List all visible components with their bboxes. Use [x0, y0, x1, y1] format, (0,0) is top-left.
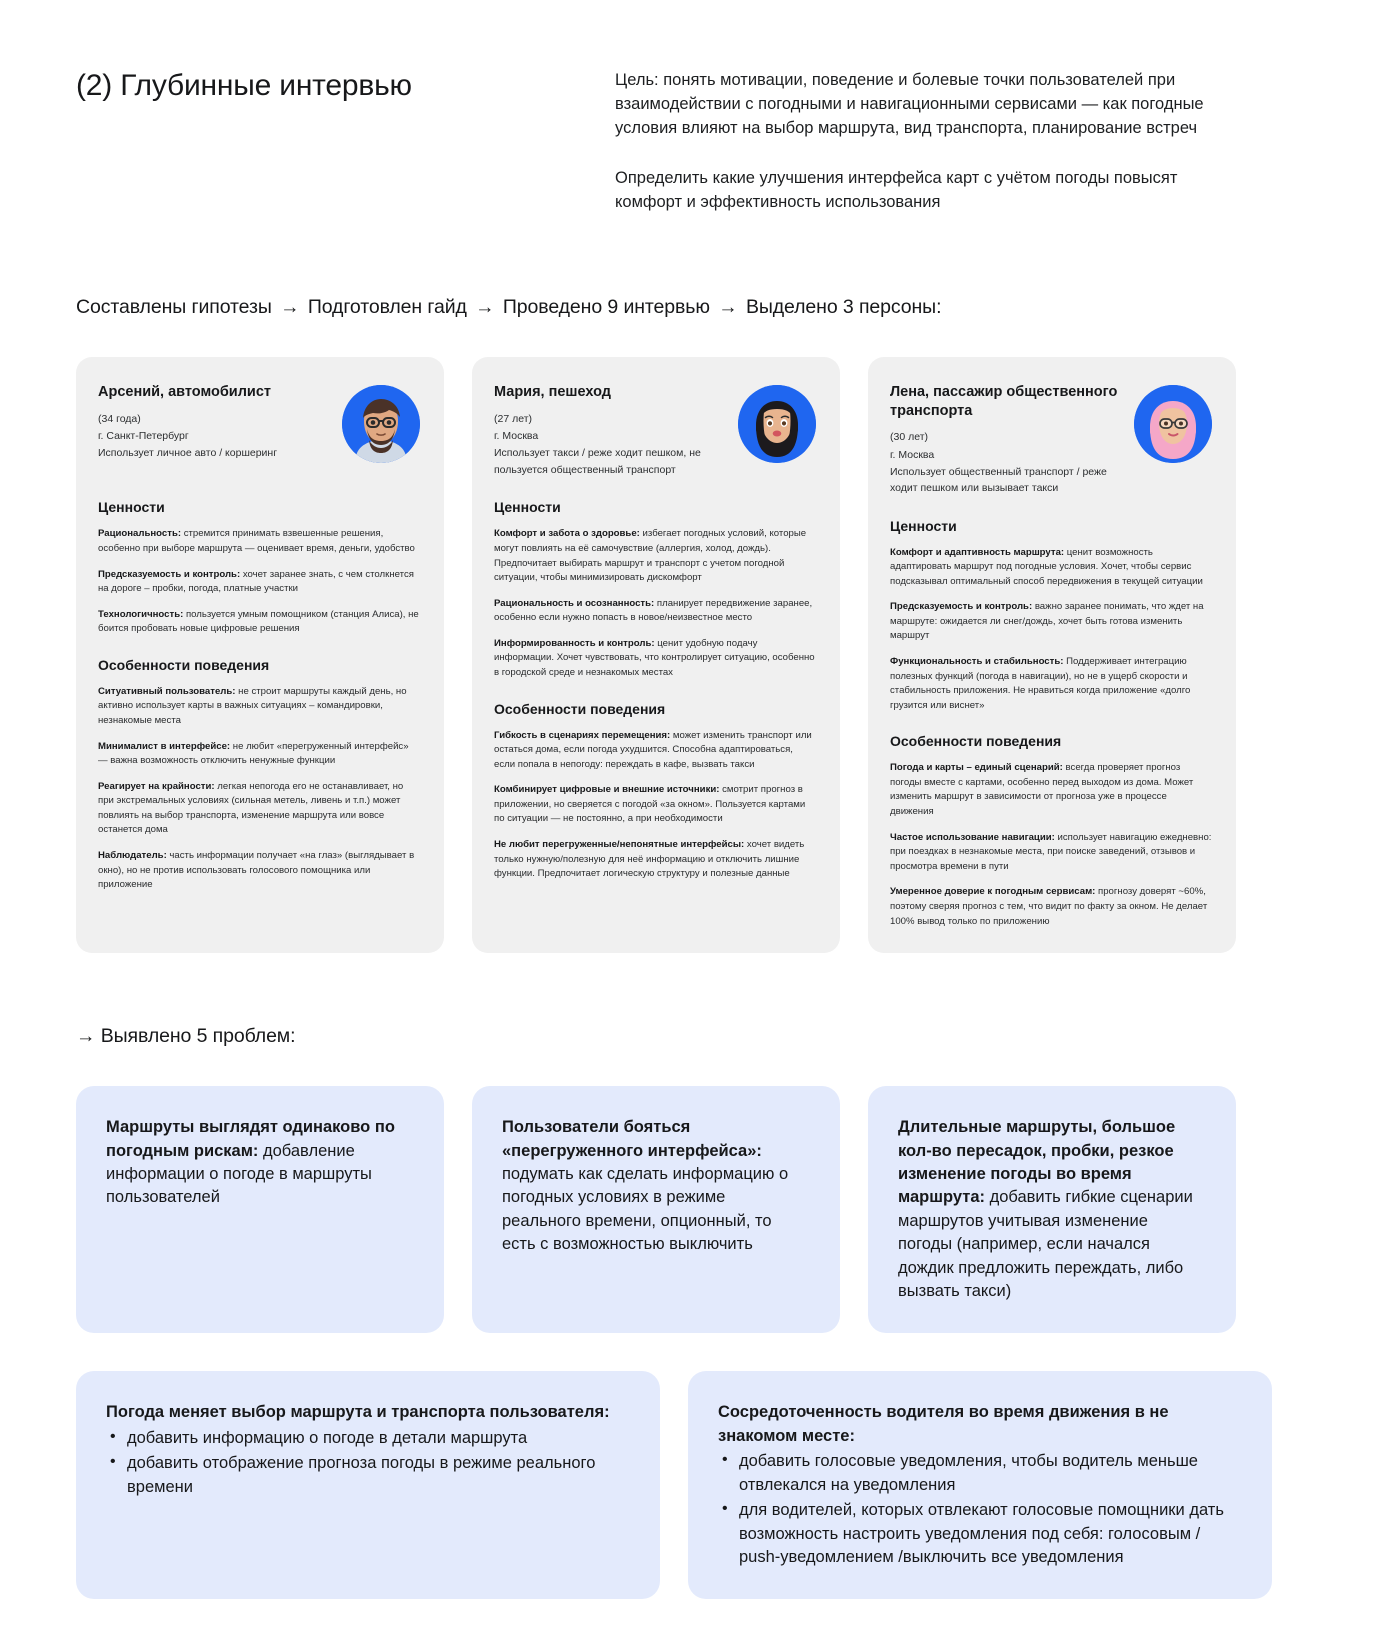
- values-section-title: Ценности: [494, 499, 561, 516]
- values-section-title: Ценности: [890, 517, 957, 534]
- persona-city: г. Санкт-Петербург: [98, 430, 189, 443]
- process-step-1: Составлены гипотезы: [76, 296, 272, 319]
- trait-text: легкая непогода его не останавливает, но при экстремальных условиях (сильная метель, ливень и т.п.) может повлиять на выбор транспорта, изменение маршрута или вовсе останется дома: [98, 780, 404, 836]
- trait-text: хочет заранее знать, с чем столкнется на дороге – пробки, погода, платные участки: [98, 568, 414, 595]
- persona-city: г. Москва: [494, 430, 539, 443]
- header: [0, 0, 1400, 214]
- trait-text: использует навигацию ежедневно: при поездках в незнакомые места, при поиске заведений, отзывов и просмотра времени в пути: [890, 831, 1212, 872]
- trait-label: Функциональность и стабильность:: [890, 656, 1064, 668]
- trait-text: не строит маршруты каждый день, но активно использует карты в важных ситуациях – командировки, незнакомые места: [98, 685, 407, 727]
- trait-label: Рациональность:: [98, 528, 182, 540]
- page-title: (2) Глубинные интервью: [76, 69, 412, 102]
- persona-trait: [494, 838, 816, 882]
- trait-text: хочет видеть только нужную/полезную для неё информацию и отключить лишние функции. Предпочитает логическую структуру и полезные данные: [494, 839, 805, 880]
- problem-card: [76, 1086, 444, 1333]
- process-step-4: Выделено 3 персоны:: [745, 296, 942, 319]
- process-steps: [76, 296, 1400, 319]
- trait-text: пользуется умным помощником (станция Алиса), не боится пробовать новые цифровые решения: [98, 608, 419, 635]
- persona-transport: Использует такси / реже ходит пешком, не пользуется общественный транспорт: [494, 447, 701, 476]
- persona-name: Арсений, автомобилист: [98, 384, 272, 401]
- problem-body: добавление информации о погоде в маршруты пользователей: [106, 1141, 372, 1207]
- process-step-2: Подготовлен гайд: [307, 296, 467, 319]
- trait-text: не любит «перегруженный интерфейс» — важна возможность отключить ненужные функции: [98, 740, 409, 767]
- persona-card: [472, 357, 840, 953]
- trait-text: ценит удобную подачу информации. Хочет чувствовать, что контролирует ситуацию, особенно в городской среде и незнакомых местах: [494, 637, 815, 679]
- trait-text: Поддерживает интеграцию полезных функций (погода в навигации), но не в ущерб скорости и стабильность приложения. Не нравиться когда приложение «долго грузится или виснет»: [890, 656, 1191, 711]
- trait-label: Информированность и контроль:: [494, 637, 655, 649]
- trait-label: Погода и карты – единый сценарий:: [890, 762, 1063, 774]
- persona-trait: [494, 637, 816, 681]
- problem-card-row-bottom: [0, 1371, 1400, 1599]
- trait-label: Ситуативный пользователь:: [98, 685, 236, 697]
- persona-card: [868, 357, 1236, 953]
- persona-header-text: [98, 383, 342, 462]
- persona-age: (30 лет): [890, 431, 929, 444]
- persona-trait: [494, 729, 816, 773]
- persona-trait: [494, 527, 816, 585]
- problem-text: [106, 1401, 628, 1424]
- trait-label: Комбинирует цифровые и внешние источники:: [494, 784, 720, 796]
- trait-label: Гибкость в сценариях перемещения:: [494, 729, 671, 741]
- problem-body: добавить гибкие сценарии маршрутов учитывая изменение погоды (например, если начался дождик предложить переждать, либо вызвать такси): [898, 1188, 1193, 1301]
- trait-text: смотрит прогноз в приложении, но сверяется с погодой «за окном». Пользуется картами по ситуации — не постоянно, а при необходимости: [494, 784, 806, 825]
- persona-trait: [98, 685, 420, 729]
- arrow-right-icon-problems: →: [76, 1025, 96, 1048]
- problem-title: Сосредоточенность водителя во время движения в не знакомом месте:: [718, 1403, 1169, 1445]
- persona-header: [494, 383, 816, 479]
- persona-card: [76, 357, 444, 953]
- problem-bullet: • добавить информацию о погоде в детали маршрута: [106, 1427, 628, 1450]
- problem-card: [472, 1086, 840, 1333]
- avatar-woman-pink-hair-glasses-icon: [1134, 385, 1212, 463]
- persona-age: (27 лет): [494, 412, 533, 425]
- problem-title: Пользователи бояться «перегруженного интерфейса»:: [502, 1118, 762, 1160]
- problems-heading: [76, 1025, 1400, 1048]
- persona-header-text: [890, 383, 1134, 497]
- persona-trait: [98, 780, 420, 838]
- trait-label: Минималист в интерфейсе:: [98, 740, 231, 752]
- problem-title: Длительные маршруты, большое кол-во пересадок, пробки, резкое изменение погоды во время маршрута:: [898, 1118, 1176, 1207]
- trait-label: Комфорт и забота о здоровье:: [494, 528, 640, 540]
- values-section-title: Ценности: [98, 499, 165, 516]
- goal-paragraph-2: Определить какие улучшения интерфейса карт с учётом погоды повысят комфорт и эффективность использования: [615, 169, 1178, 212]
- problem-bullet-list: [718, 1450, 1240, 1569]
- persona-meta: [890, 429, 1126, 496]
- arrow-right-icon-1: →: [280, 296, 300, 319]
- problem-body: подумать как сделать информацию о погодных условиях в режиме реального времени, опционный, то есть с возможностью выключить: [502, 1164, 789, 1254]
- trait-label: Предсказуемость и контроль:: [890, 601, 1033, 613]
- problem-text: [898, 1116, 1204, 1303]
- problem-text: [718, 1401, 1240, 1448]
- arrow-right-icon-3: →: [718, 296, 738, 319]
- persona-trait: [98, 608, 420, 637]
- trait-text: часть информации получает «на глаз» (выглядывает в окно), но не против использовать голосового помощника или приложение: [98, 850, 415, 891]
- persona-meta: [494, 411, 730, 478]
- persona-trait: [890, 655, 1212, 713]
- problem-bullet-list: [106, 1427, 628, 1499]
- persona-transport: Использует общественный транспорт / реже ходит пешком или вызывает такси: [890, 466, 1107, 495]
- problem-card: [76, 1371, 660, 1599]
- trait-label: Комфорт и адаптивность маршрута:: [890, 546, 1065, 558]
- persona-trait: [890, 761, 1212, 819]
- trait-text: избегает погодных условий, которые могут повлиять на её самочувствие (аллергия, холод, дождь). Предпочитает выбирать маршрут и транспорт с учетом погодной ситуации, чтобы минимизировать дискомфорт: [494, 528, 807, 584]
- persona-name: Лена, пассажир общественного транспорта: [890, 384, 1118, 419]
- persona-trait: [890, 546, 1212, 590]
- problem-card-row-top: [0, 1086, 1400, 1333]
- persona-meta: [98, 411, 334, 462]
- behavior-section-title: Особенности поведения: [890, 733, 1062, 750]
- trait-label: Технологичность:: [98, 608, 184, 620]
- persona-header: [890, 383, 1212, 497]
- problems-heading-text: Выявлено 5 проблем:: [100, 1025, 296, 1048]
- persona-trait: [890, 885, 1212, 929]
- goal-column: [615, 68, 1315, 214]
- persona-trait: [98, 849, 420, 893]
- trait-text: прогнозу доверят ~60%, поэтому сверяя прогноз с тем, что видит по факту за окном. Не делает 100% вывод только по приложению: [890, 886, 1208, 927]
- persona-trait: [890, 600, 1212, 644]
- persona-trait: [890, 831, 1212, 875]
- problem-text: [502, 1116, 808, 1257]
- trait-text: стремится принимать взвешенные решения, особенно при выборе маршрута — оценивает время, деньги, удобство: [98, 528, 415, 554]
- problem-text: [106, 1116, 412, 1210]
- trait-label: Предсказуемость и контроль:: [98, 568, 241, 580]
- problem-bullet: • добавить отображение прогноза погоды в режиме реального времени: [106, 1452, 628, 1499]
- trait-label: Частое использование навигации:: [890, 831, 1055, 843]
- trait-label: Умеренное доверие к погодным сервисам:: [890, 886, 1096, 898]
- persona-transport: Использует личное авто / коршеринг: [98, 447, 278, 460]
- persona-trait: [98, 527, 420, 556]
- persona-age: (34 года): [98, 412, 141, 425]
- title-column: [0, 68, 615, 104]
- behavior-section-title: Особенности поведения: [494, 700, 666, 717]
- problem-card: [868, 1086, 1236, 1333]
- persona-name: Мария, пешеход: [494, 384, 611, 401]
- persona-header: [98, 383, 420, 479]
- problem-bullet: • для водителей, которых отвлекают голосовые помощники дать возможность настроить уведомления под себя: голосовым / push-уведомлением /выключить все уведомления: [718, 1499, 1240, 1569]
- persona-trait: [494, 597, 816, 626]
- goal-paragraph-1: Цель: понять мотивации, поведение и болевые точки пользователей при взаимодействии с погодными и навигационными сервисами — как погодные условия влияют на выбор маршрута, вид транспорта, планирование встреч: [615, 71, 1204, 138]
- trait-text: всегда проверяет прогноз погоды вместе с картами, особенно перед выходом из дома. Может изменить маршрут в зависимости от прогноза уже в процессе движения: [890, 762, 1194, 818]
- trait-label: Реагирует на крайности:: [98, 780, 215, 792]
- behavior-section-title: Особенности поведения: [98, 656, 270, 673]
- problem-card: [688, 1371, 1272, 1599]
- persona-header-text: [494, 383, 738, 479]
- problem-bullet: • добавить голосовые уведомления, чтобы водитель меньше отвлекался на уведомления: [718, 1450, 1240, 1497]
- problem-title: Погода меняет выбор маршрута и транспорта пользователя:: [106, 1403, 610, 1422]
- problem-title: Маршруты выглядят одинаково по погодным рискам:: [106, 1118, 395, 1160]
- trait-label: Наблюдатель:: [98, 850, 167, 862]
- trait-label: Рациональность и осознанность:: [494, 597, 655, 609]
- avatar-woman-dark-hair-icon: [738, 385, 816, 463]
- persona-city: г. Москва: [890, 448, 935, 461]
- avatar-man-beard-glasses-icon: [342, 385, 420, 463]
- trait-text: ценит возможность адаптировать маршрут под погодные условия. Хочет, чтобы сервис подсказывал оптимальный способ передвижения в текущей ситуации: [890, 546, 1203, 587]
- arrow-right-icon-2: →: [475, 296, 495, 319]
- persona-card-list: [0, 357, 1400, 953]
- persona-trait: [98, 568, 420, 597]
- persona-trait: [98, 740, 420, 769]
- trait-label: Не любит перегруженные/непонятные интерфейсы:: [494, 839, 745, 851]
- trait-text: планирует передвижение заранее, особенно если нужно попасть в новое/неизвестное место: [494, 597, 813, 624]
- trait-text: важно заранее понимать, что ждет на маршруте: ожидается ли снег/дождь, хочет быть готова изменить маршрут: [890, 601, 1204, 642]
- persona-trait: [494, 783, 816, 827]
- trait-text: может изменить транспорт или остаться дома, если погода ухудшится. Способна адаптироваться, если попала в непогоду: переждать в кафе, вызвать такси: [494, 729, 812, 770]
- process-step-3: Проведено 9 интервью: [502, 296, 710, 319]
